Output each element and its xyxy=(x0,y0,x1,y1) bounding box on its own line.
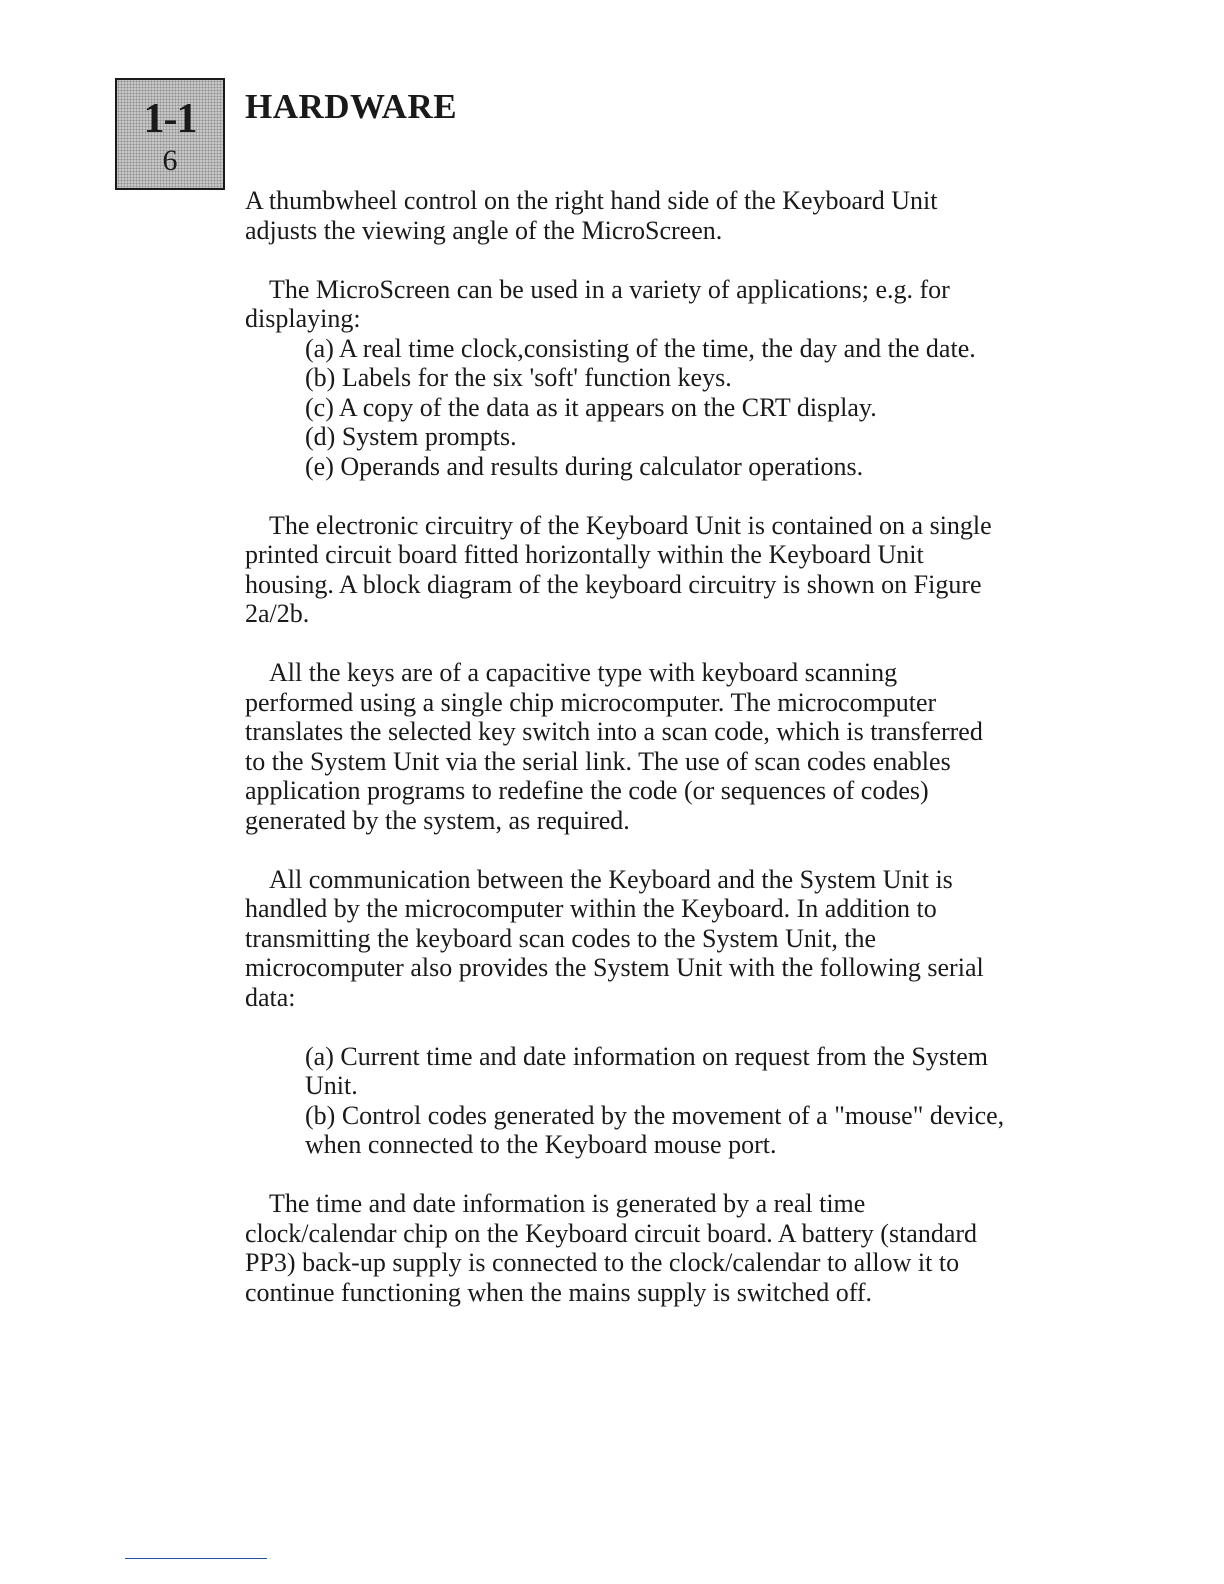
page-title: HARDWARE xyxy=(245,87,458,126)
paragraph-clock: The time and date information is generated by a real time clock/calendar chip on the Keyboard circuit board. A battery (standard PP3) back-up supply is connected to the clock/calendar to allow it to continue functioning when the mains supply is switched off. xyxy=(245,1189,978,1307)
serial-data-list xyxy=(245,1042,1005,1160)
footer-rule xyxy=(125,1558,267,1559)
page-number: 6 xyxy=(162,144,178,177)
section-number: 1-1 xyxy=(143,96,197,142)
list-item: (c) A copy of the data as it appears on the CRT display. xyxy=(305,392,877,422)
microscreen-uses-list xyxy=(245,334,1005,482)
list-item: (b) Labels for the six 'soft' function keys. xyxy=(305,363,732,392)
paragraph-microscreen-uses: The MicroScreen can be used in a variety of applications; e.g. for displaying: xyxy=(245,274,950,333)
body-text xyxy=(245,186,1005,1307)
paragraph-circuitry: The electronic circuitry of the Keyboard Unit is contained on a single printed circuit board fitted horizontally within the Keyboard Unit housing. A block diagram of the keyboard circuitry is shown on Figure 2a/2b. xyxy=(245,510,992,628)
section-tab xyxy=(115,78,225,190)
list-item: (a) Current time and date information on request from the System Unit. xyxy=(305,1041,989,1100)
list-item: (e) Operands and results during calculator operations. xyxy=(305,451,864,481)
paragraph-thumbwheel: A thumbwheel control on the right hand side of the Keyboard Unit adjusts the viewing angle of the MicroScreen. xyxy=(245,186,938,245)
list-item: (b) Control codes generated by the movement of a "mouse" device, when connected to the Keyboard mouse port. xyxy=(305,1100,1005,1159)
paragraph-communication: All communication between the Keyboard and the System Unit is handled by the microcomputer within the Keyboard. In addition to transmitting the keyboard scan codes to the System Unit, the microcomputer also provides the System Unit with the following serial data: xyxy=(245,864,984,1012)
list-item: (a) A real time clock,consisting of the time, the day and the date. xyxy=(305,333,976,363)
paragraph-keys: All the keys are of a capacitive type with keyboard scanning performed using a single chip microcomputer. The microcomputer translates the selected key switch into a scan code, which is transferred to the System Unit via the serial link. The use of scan codes enables application programs to redefine the code (or sequences of codes) generated by the system, as required. xyxy=(245,658,983,835)
list-item: (d) System prompts. xyxy=(305,422,517,451)
